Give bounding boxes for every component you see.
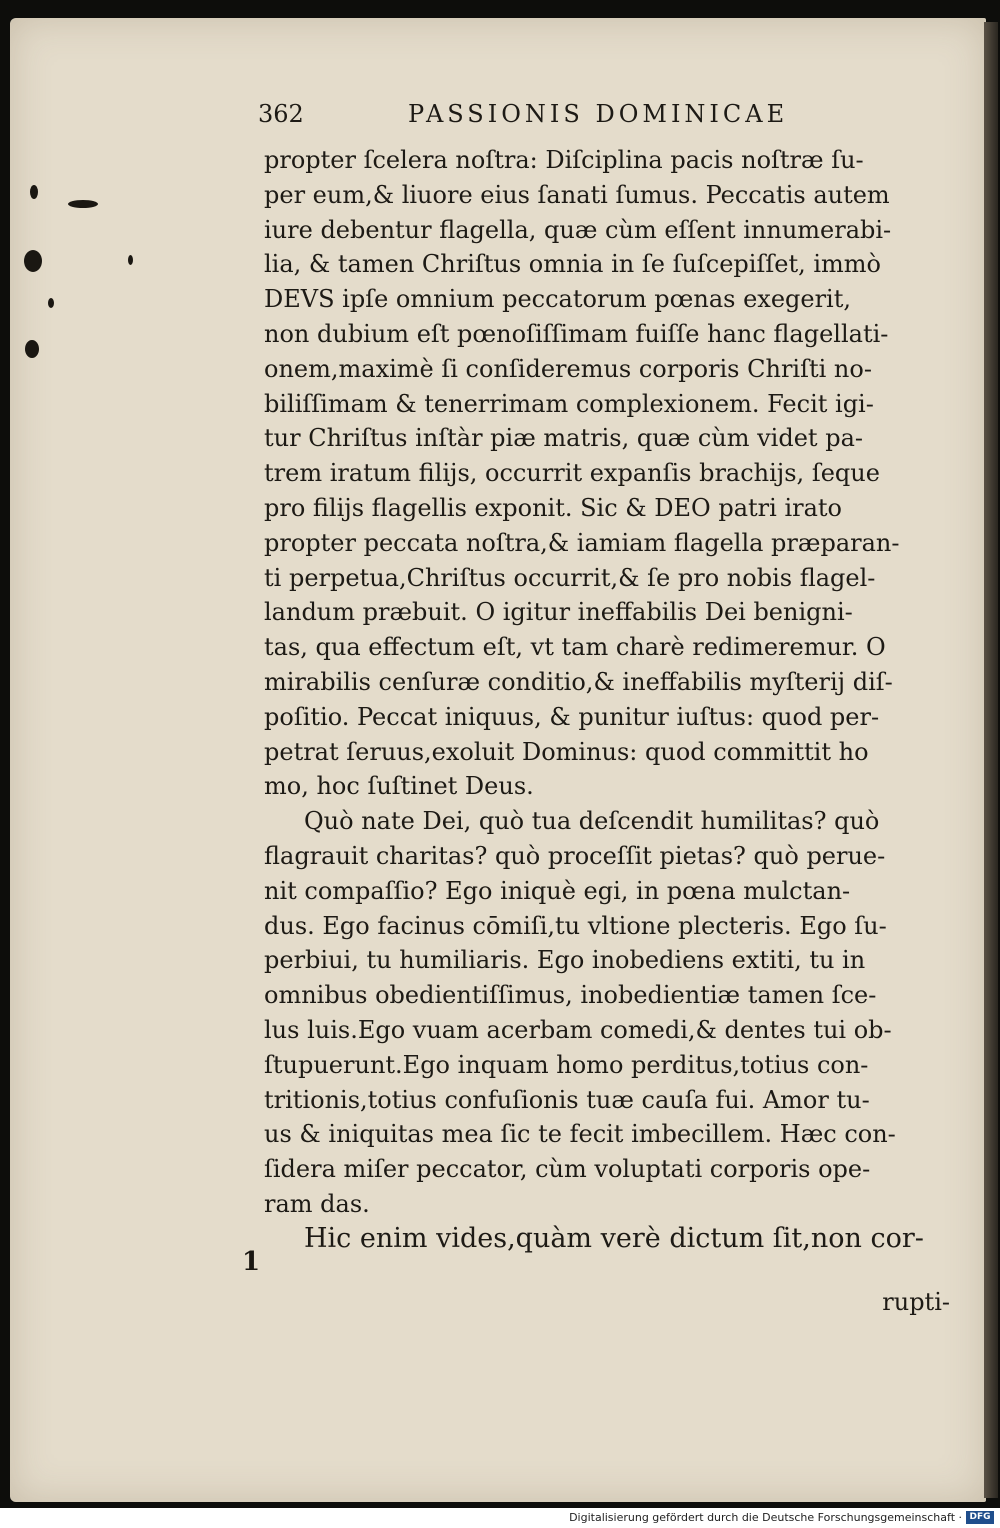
page-edge bbox=[984, 22, 998, 1498]
text-line: DEVS ipſe omnium peccatorum pœnas exegerit, bbox=[264, 285, 852, 314]
text-line: per eum,& liuore eius ſanati ſumus. Peccatis autem bbox=[264, 180, 890, 209]
text-line: poſitio. Peccat iniquus, & punitur iuſtus: quod per- bbox=[264, 702, 880, 731]
body-text bbox=[264, 143, 954, 1257]
footer-bar bbox=[0, 1508, 1000, 1528]
text-line: ſtupuerunt.Ego inquam homo perditus,totius con- bbox=[264, 1050, 869, 1079]
text-line: biliſſimam & tenerrimam complexionem. Fecit igi- bbox=[264, 389, 874, 418]
ink-stain bbox=[68, 200, 98, 208]
paragraph-first-line: Quò nate Dei, quò tua deſcendit humilitas? quò bbox=[304, 807, 880, 836]
marginal-note: 1 bbox=[242, 1247, 261, 1277]
text-line: mo, hoc ſuſtinet Deus. bbox=[264, 772, 534, 801]
text-line: omnibus obedientiſſimus, inobedientiæ tamen ſce- bbox=[264, 981, 877, 1010]
running-head bbox=[258, 96, 948, 136]
text-line: landum præbuit. O igitur ineffabilis Dei benigni- bbox=[264, 598, 853, 627]
ink-stain bbox=[48, 298, 54, 308]
text-line: ſidera miſer peccator, cùm voluptati corporis ope- bbox=[264, 1155, 871, 1184]
text-line: onem,maximè ſi conſideremus corporis Chriſti no- bbox=[264, 354, 872, 383]
funding-credit: Digitalisierung gefördert durch die Deutsche Forschungsgemeinschaft · bbox=[569, 1511, 962, 1524]
ink-stain bbox=[128, 255, 133, 265]
paragraph-first-line: Hic enim vides,quàm verè dictum ſit,non cor- bbox=[304, 1222, 924, 1254]
text-line: nit compaſſio? Ego iniquè egi, in pœna mulctan- bbox=[264, 876, 851, 905]
text-line: tas, qua effectum eſt, vt tam charè redimeremur. O bbox=[264, 633, 886, 662]
running-head-title: PASSIONIS DOMINICAE bbox=[408, 100, 789, 128]
text-line: us & iniquitas mea ſic te fecit imbecillem. Hæc con- bbox=[264, 1120, 896, 1149]
text-line: tritionis,totius confuſionis tuæ cauſa fui. Amor tu- bbox=[264, 1085, 870, 1114]
text-line: iure debentur flagella, quæ cùm eſſent innumerabi- bbox=[264, 215, 892, 244]
text-line: trem iratum filijs, occurrit expanſis brachijs, ſeque bbox=[264, 459, 880, 488]
ink-stain bbox=[30, 185, 38, 199]
text-line: pro filijs flagellis exponit. Sic & DEO patri irato bbox=[264, 493, 842, 522]
text-line: ti perpetua,Chriſtus occurrit,& ſe pro nobis flagel- bbox=[264, 563, 876, 592]
catchword: rupti- bbox=[882, 1288, 950, 1316]
text-line: propter ſcelera noſtra: Diſciplina pacis noſtræ ſu- bbox=[264, 146, 864, 174]
text-line: flagrauit charitas? quò proceſſit pietas? quò perue- bbox=[264, 841, 886, 870]
text-line: lia, & tamen Chriſtus omnia in ſe ſuſcepiſſet, immò bbox=[264, 250, 881, 279]
text-line: non dubium eſt pœnoſiſſimam fuiſſe hanc flagellati- bbox=[264, 319, 889, 348]
text-line: petrat ſeruus,exoluit Dominus: quod committit ho bbox=[264, 737, 869, 766]
text-line: propter peccata noſtra,& iamiam flagella præparan- bbox=[264, 528, 900, 557]
dfg-logo-icon: DFG bbox=[966, 1511, 994, 1524]
text-line: lus luis.Ego vuam acerbam comedi,& dentes tui ob- bbox=[264, 1015, 892, 1044]
ink-stain bbox=[25, 340, 39, 358]
ink-stain bbox=[24, 250, 42, 272]
text-line: perbiui, tu humiliaris. Ego inobediens extiti, tu in bbox=[264, 946, 866, 975]
page-number: 362 bbox=[258, 100, 304, 128]
text-line: ram das. bbox=[264, 1189, 370, 1218]
text-line: mirabilis cenſuræ conditio,& ineffabilis myſterij diſ- bbox=[264, 667, 893, 696]
text-line: tur Chriſtus inſtàr piæ matris, quæ cùm videt pa- bbox=[264, 424, 863, 453]
text-line: dus. Ego facinus cōmiſi,tu vltione plecteris. Ego ſu- bbox=[264, 911, 887, 940]
